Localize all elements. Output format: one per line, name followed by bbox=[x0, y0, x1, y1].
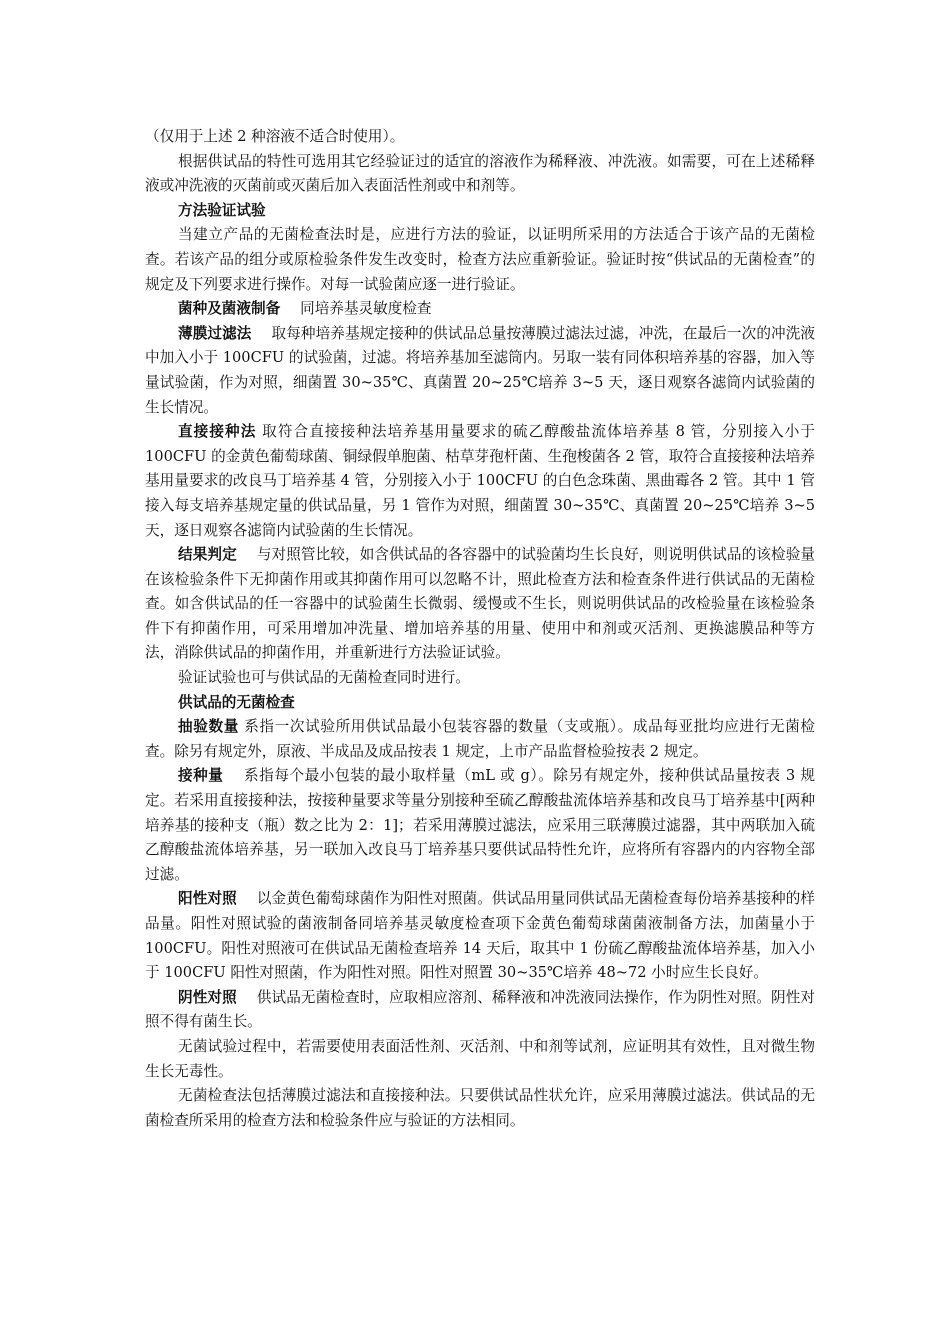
paragraph-heading: 阳性对照 bbox=[178, 890, 237, 908]
paragraph-heading: 直接接种法 bbox=[178, 423, 257, 441]
paragraph-text: （仅用于上述 2 种溶液不适合时使用）。 bbox=[145, 128, 405, 145]
paragraph-text: 验证试验也可与供试品的无菌检查同时进行。 bbox=[178, 669, 470, 687]
paragraph-text: 无菌检查法包括薄膜过滤法和直接接种法。只要供试品性状允许，应采用薄膜过滤法。供试品的无菌检查所采用的检查方法和检验条件应与验证的方法相同。 bbox=[145, 1087, 815, 1129]
paragraph-text: 系指每个最小包装的最小取样量（mL 或 g）。除另有规定外，接种供试品量按表 3 规定。若采用直接接种法，按接种量要求等量分别接种至硫乙醇酸盐流体培养基和改良马丁培养基中[两种培养基的接种支（瓶）数之比为 2：1]；若采用薄膜过滤法，应采用三联薄膜过滤器，其中两联加入硫乙醇酸盐流体培养基，另一联加入改良马丁培养基只要供试品特性允许，应将所有容器内的内容物全部过滤。 bbox=[145, 767, 815, 883]
paragraph-text: 取每种培养基规定接种的供试品总量按薄膜过滤法过滤，冲洗，在最后一次的冲洗液中加入小于 100CFU 的试验菌，过滤。将培养基加至滤筒内。另取一装有同体积培养基的容器，加入等量试验菌，作为对照，细菌置 30~35℃、真菌置 20~25℃培养 3~5 天，逐日观察各滤筒内试验菌的生长情况。 bbox=[145, 324, 815, 416]
section-heading-paragraph bbox=[145, 986, 815, 1035]
paragraph-heading: 阴性对照 bbox=[178, 988, 237, 1006]
paragraph-heading: 方法验证试验 bbox=[178, 201, 266, 219]
paragraph-text: 与对照管比较，如含供试品的各容器中的试验菌均生长良好，则说明供试品的该检验量在该检验条件下无抑菌作用或其抑菌作用可以忽略不计，照此检查方法和检查条件进行供试品的无菌检查。如含供试品的任一容器中的试验菌生长微弱、缓慢或不生长，则说明供试品的改检验量在该检验条件下有抑菌作用，可采用增加冲洗量、增加培养基的用量、使用中和剂或灭活剂、更换滤膜品种等方法，消除供试品的抑菌作用，并重新进行方法验证试验。 bbox=[145, 546, 815, 662]
paragraph-heading: 抽验数量 bbox=[178, 718, 239, 736]
paragraph-text: 供试品无菌检查时，应取相应溶剂、稀释液和冲洗液同法操作，作为阴性对照。阴性对照不得有菌生长。 bbox=[145, 988, 815, 1031]
paragraph-heading: 供试品的无菌检查 bbox=[178, 693, 295, 711]
text-paragraph bbox=[145, 666, 815, 691]
section-heading-paragraph bbox=[145, 887, 815, 985]
paragraph-text: 取符合直接接种法培养基用量要求的硫乙醇酸盐流体培养基 8 管，分别接入小于 100CFU 的金黄色葡萄球菌、铜绿假单胞菌、枯草芽孢杆菌、生孢梭菌各 2 管，取符合直接接种法培养基用量要求的改良马丁培养基 4 管，分别接入小于 100CFU 的白色念珠菌、黑曲霉各 2 管。其中 1 管接入每支培养基规定量的供试品量，另 1 管作为对照，细菌置 30~35℃、真菌置 20~25℃培养 3~5 天，逐日观察各滤筒内试验菌的生长情况。 bbox=[145, 423, 815, 539]
text-paragraph bbox=[145, 1084, 815, 1133]
section-heading-paragraph bbox=[145, 297, 815, 322]
text-paragraph bbox=[145, 125, 815, 150]
section-heading-paragraph bbox=[145, 764, 815, 887]
text-paragraph bbox=[145, 150, 815, 199]
document-body bbox=[145, 125, 815, 1133]
text-paragraph bbox=[145, 1035, 815, 1084]
paragraph-heading: 接种量 bbox=[178, 767, 224, 785]
paragraph-heading: 薄膜过滤法 bbox=[178, 324, 252, 342]
section-heading-paragraph bbox=[145, 420, 815, 543]
text-paragraph bbox=[145, 223, 815, 297]
section-heading-paragraph bbox=[145, 322, 815, 420]
paragraph-text: 无菌试验过程中，若需要使用表面活性剂、灭活剂、中和剂等试剂，应证明其有效性，且对微生物生长无毒性。 bbox=[145, 1037, 815, 1080]
section-heading-paragraph bbox=[145, 691, 815, 716]
paragraph-text: 以金黄色葡萄球菌作为阳性对照菌。供试品用量同供试品无菌检查每份培养基接种的样品量。阳性对照试验的菌液制备同培养基灵敏度检查项下金黄色葡萄球菌菌液制备方法，加菌量小于 100CFU。阳性对照液可在供试品无菌检查培养 14 天后，取其中 1 份硫乙醇酸盐流体培养基，加入小于 100CFU 阳性对照菌，作为阳性对照。阳性对照置 30~35℃培养 48~72 小时应生长良好。 bbox=[145, 890, 815, 982]
section-heading-paragraph bbox=[145, 715, 815, 764]
paragraph-heading: 结果判定 bbox=[178, 546, 237, 564]
section-heading-paragraph bbox=[145, 543, 815, 666]
paragraph-text: 同培养基灵敏度检查 bbox=[300, 300, 432, 318]
section-heading-paragraph bbox=[145, 199, 815, 224]
paragraph-text: 当建立产品的无菌检查法时是，应进行方法的验证，以证明所采用的方法适合于该产品的无菌检查。若该产品的组分或原检验条件发生改变时，检查方法应重新验证。验证时按“供试品的无菌检查”的规定及下列要求进行操作。对每一试验菌应逐一进行验证。 bbox=[145, 226, 815, 293]
paragraph-heading: 菌种及菌液制备 bbox=[178, 300, 281, 318]
paragraph-text: 系指一次试验所用供试品最小包装容器的数量（支或瓶）。成品每亚批均应进行无菌检查。除另有规定外，原液、半成品及成品按表 1 规定，上市产品监督检验按表 2 规定。 bbox=[145, 718, 815, 760]
paragraph-text: 根据供试品的特性可选用其它经验证过的适宜的溶液作为稀释液、冲洗液。如需要，可在上述稀释液或冲洗液的灭菌前或灭菌后加入表面活性剂或中和剂等。 bbox=[145, 152, 815, 195]
